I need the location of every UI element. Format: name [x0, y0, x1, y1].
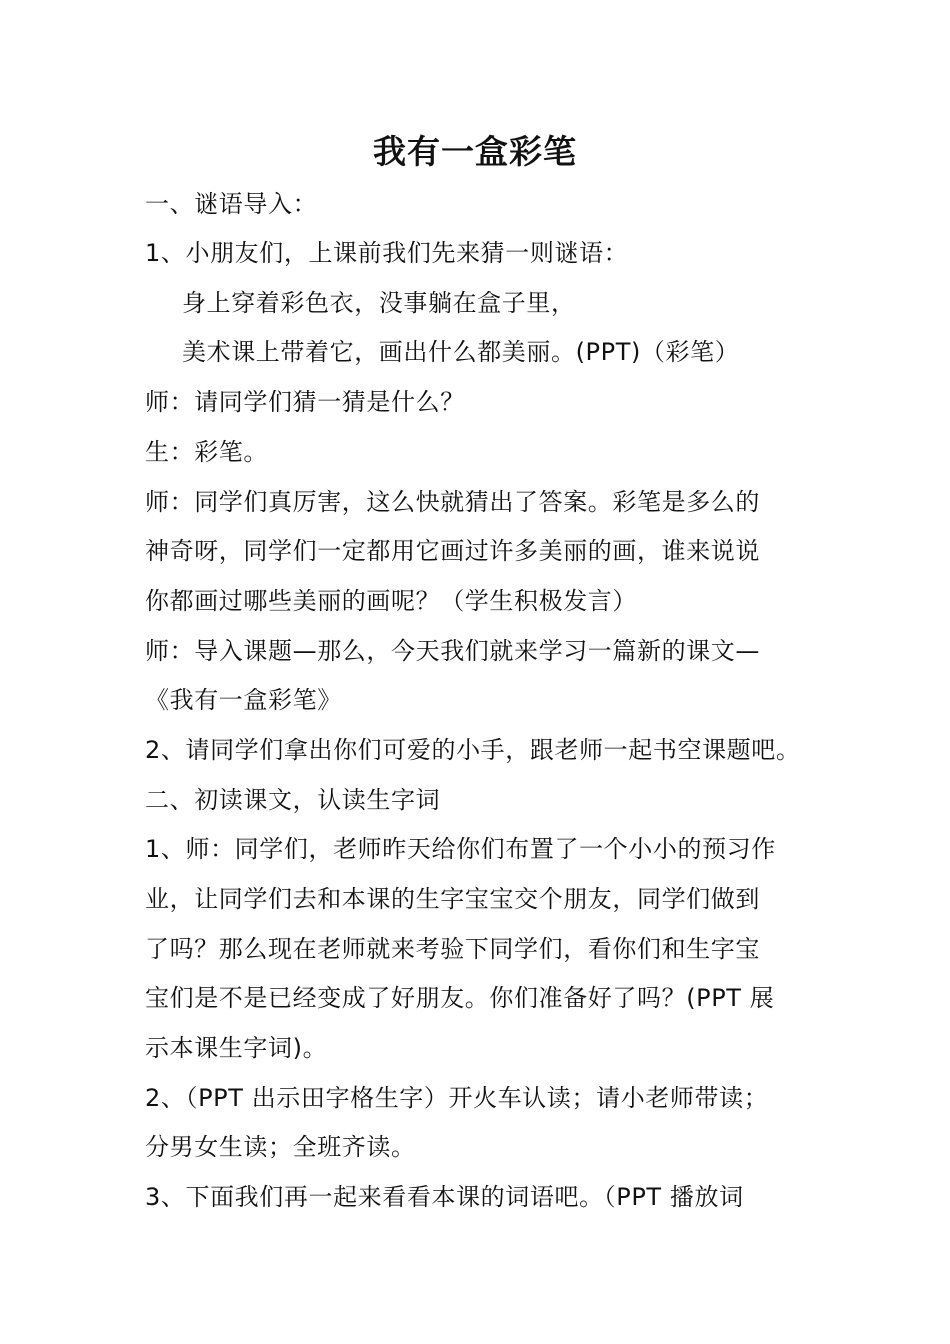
paragraph-line: 了吗？那么现在老师就来考验下同学们，看你们和生字宝: [145, 935, 760, 963]
paragraph-line: 生：彩笔。: [145, 438, 268, 466]
riddle-line: 身上穿着彩色衣，没事躺在盒子里，: [182, 289, 576, 317]
paragraph-line: 《我有一盒彩笔》: [145, 686, 342, 714]
paragraph-line: 3、下面我们再一起来看看本课的词语吧。（PPT 播放词: [145, 1183, 744, 1211]
section-heading-riddle-intro: 一、谜语导入：: [145, 190, 318, 218]
riddle-line: 美术课上带着它，画出什么都美丽。(PPT)（彩笔）: [182, 338, 740, 366]
paragraph-line: 师：请同学们猜一猜是什么？: [145, 388, 465, 416]
paragraph-line: 师：同学们真厉害，这么快就猜出了答案。彩笔是多么的: [145, 488, 760, 516]
paragraph-line: 2、请同学们拿出你们可爱的小手，跟老师一起书空课题吧。: [145, 736, 801, 764]
paragraph-line: 1、小朋友们，上课前我们先来猜一则谜语：: [145, 239, 629, 267]
paragraph-line: 示本课生字词)。: [145, 1034, 328, 1062]
paragraph-line: 业，让同学们去和本课的生字宝宝交个朋友，同学们做到: [145, 885, 760, 913]
paragraph-line: 你都画过哪些美丽的画呢？（学生积极发言）: [145, 587, 637, 615]
paragraph-line: 分男女生读；全班齐读。: [145, 1133, 416, 1161]
paragraph-line: 2、（PPT 出示田字格生字）开火车认读；请小老师带读；: [145, 1084, 769, 1112]
paragraph-line: 师：导入课题—那么，今天我们就来学习一篇新的课文—: [145, 637, 760, 665]
document-title: 我有一盒彩笔: [373, 132, 577, 171]
section-heading-first-reading: 二、初读课文，认读生字词: [145, 786, 441, 814]
paragraph-line: 宝们是不是已经变成了好朋友。你们准备好了吗？(PPT 展: [145, 984, 775, 1012]
paragraph-line: 1、师：同学们，老师昨天给你们布置了一个小小的预习作: [145, 835, 776, 863]
paragraph-line: 神奇呀，同学们一定都用它画过许多美丽的画，谁来说说: [145, 537, 760, 565]
